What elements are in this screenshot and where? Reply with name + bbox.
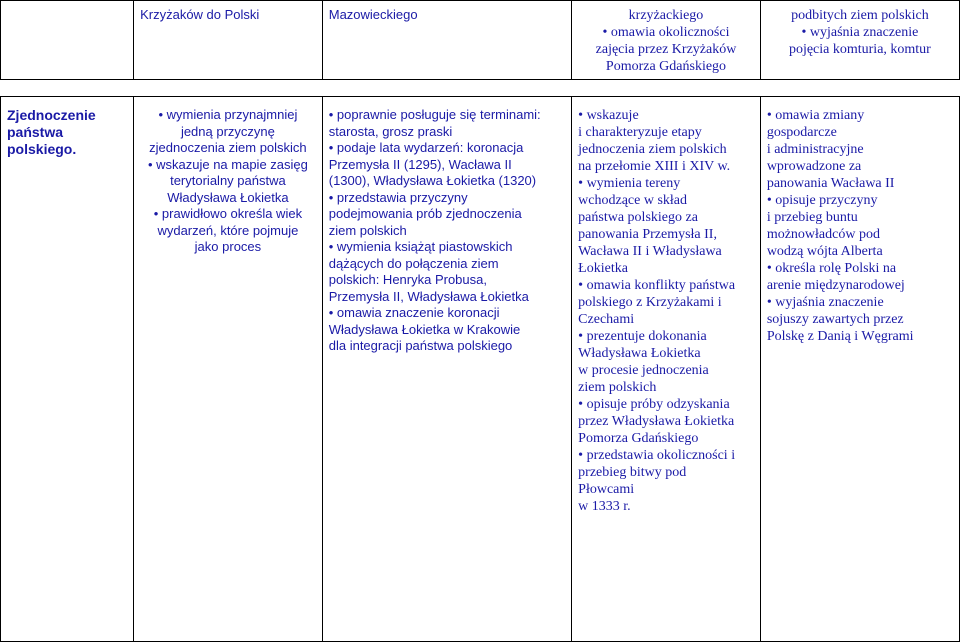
- top-col1-text: Krzyżaków do Polski: [140, 7, 260, 22]
- requirement-line: dla integracji państwa polskiego: [328, 338, 513, 353]
- section-title-line: Zjednoczenie: [7, 107, 96, 123]
- cell-section-title: [1, 97, 134, 642]
- cell-top-section: [1, 1, 134, 80]
- requirement-line: • wskazuje na mapie zasięg: [147, 156, 308, 172]
- requirement-line: Pomorza Gdańskiego: [578, 431, 699, 446]
- requirement-line: Polskę z Danią i Węgrami: [766, 329, 914, 344]
- top-col3-line: • omawia okoliczności: [602, 25, 730, 40]
- requirement-line: jedną przyczynę: [180, 123, 275, 139]
- requirement-line: starosta, grosz praski: [328, 123, 453, 139]
- requirement-line: ziem polskich: [328, 222, 407, 238]
- requirement-line: Łokietka: [578, 261, 628, 276]
- top-col2-text: Mazowieckiego: [328, 7, 418, 22]
- cell-top-col3: [572, 1, 761, 80]
- requirement-line: w procesie jednoczenia: [578, 363, 709, 378]
- requirement-line: • wymienia tereny: [578, 176, 681, 191]
- cell-requirements-b: [322, 97, 571, 642]
- cell-top-col2: [322, 1, 571, 80]
- requirement-line: • omawia konflikty państwa: [578, 278, 736, 293]
- cell-requirements-c: [572, 97, 761, 642]
- requirement-line: i przebieg buntu: [766, 210, 858, 225]
- requirement-line: Przemysła II, Władysława Łokietka: [328, 288, 529, 304]
- requirement-line: • wyjaśnia znaczenie: [766, 295, 884, 310]
- requirement-line: gospodarcze: [766, 125, 837, 140]
- cell-top-col1: [134, 1, 323, 80]
- requirement-line: • omawia znaczenie koronacji: [328, 305, 500, 320]
- requirement-line: polskich: Henryka Probusa,: [328, 272, 487, 287]
- requirement-line: • określa rolę Polski na: [766, 261, 897, 276]
- requirement-line: państwa polskiego za: [578, 210, 698, 225]
- requirement-line: arenie międzynarodowej: [766, 278, 905, 293]
- requirement-line: Wacława II i Władysława: [578, 244, 722, 259]
- requirement-line: i administracyjne: [766, 142, 864, 157]
- requirement-line: • przedstawia okoliczności i: [578, 448, 736, 463]
- requirement-line: wydarzeń, które pojmuje: [157, 222, 299, 238]
- requirement-line: • podaje lata wydarzeń: koronacja: [328, 140, 524, 155]
- requirement-line: wchodzące w skład: [578, 193, 688, 208]
- requirement-line: (1300), Władysława Łokietka (1320): [328, 173, 537, 188]
- table-row-top: [1, 1, 960, 80]
- requirement-line: panowania Wacława II: [766, 176, 895, 191]
- requirement-line: dążących do połączenia ziem: [328, 255, 499, 271]
- requirement-line: panowania Przemysła II,: [578, 227, 717, 242]
- requirement-line: przebieg bitwy pod: [578, 465, 687, 480]
- requirement-line: jako proces: [194, 239, 262, 254]
- requirement-line: Płowcami: [578, 482, 635, 497]
- requirement-line: wprowadzone za: [766, 159, 862, 174]
- requirement-line: na przełomie XIII i XIV w.: [578, 159, 731, 174]
- requirement-line: • wymienia przynajmniej: [158, 107, 298, 122]
- requirement-line: możnowładców pod: [766, 227, 880, 242]
- requirement-line: • prezentuje dokonania: [578, 329, 707, 344]
- requirement-line: wodzą wójta Alberta: [766, 244, 883, 259]
- requirement-line: Przemysła II (1295), Wacława II: [328, 156, 512, 172]
- top-col4-line: • wyjaśnia znaczenie: [801, 25, 919, 40]
- requirement-line: Czechami: [578, 312, 635, 327]
- requirement-line: • omawia zmiany: [766, 108, 865, 123]
- requirement-line: terytorialny państwa: [170, 173, 286, 188]
- requirement-line: • przedstawia przyczyny: [328, 189, 468, 205]
- requirement-line: zjednoczenia ziem polskich: [149, 140, 307, 155]
- requirement-line: • wymienia książąt piastowskich: [328, 239, 513, 254]
- top-col3-line: zajęcia przez Krzyżaków: [595, 42, 737, 57]
- cell-top-col4: [760, 1, 959, 80]
- gap-cell: [1, 80, 960, 97]
- top-col4-line: pojęcia komturia, komtur: [788, 42, 931, 57]
- requirement-line: • opisuje próby odzyskania: [578, 397, 730, 412]
- requirement-line: jednoczenia ziem polskich: [578, 142, 727, 157]
- requirement-line: Władysława Łokietka: [578, 346, 701, 361]
- section-title-line: polskiego.: [7, 141, 77, 157]
- requirement-line: sojuszy zawartych przez: [766, 312, 904, 327]
- requirement-line: Władysława Łokietka: [167, 189, 289, 205]
- requirement-line: przez Władysława Łokietka: [578, 414, 735, 429]
- requirement-line: • wskazuje: [578, 108, 639, 123]
- requirement-line: • poprawnie posługuje się terminami:: [328, 107, 541, 122]
- top-col3-line: krzyżackiego: [628, 8, 704, 23]
- top-col4-line: podbitych ziem polskich: [791, 8, 929, 23]
- cell-requirements-a: [134, 97, 323, 642]
- requirement-line: • prawidłowo określa wiek: [153, 206, 303, 221]
- top-col3-line: Pomorza Gdańskiego: [605, 59, 727, 74]
- table-row-main: [1, 97, 960, 642]
- requirement-line: w 1333 r.: [578, 499, 631, 514]
- requirement-line: Władysława Łokietka w Krakowie: [328, 321, 521, 337]
- requirement-line: • opisuje przyczyny: [766, 193, 878, 208]
- section-title-line: państwa: [7, 124, 64, 140]
- requirement-line: podejmowania prób zjednoczenia: [328, 206, 522, 221]
- requirement-line: i charakteryzuje etapy: [578, 125, 702, 140]
- requirement-line: ziem polskich: [578, 380, 657, 395]
- table-gap-row: [1, 80, 960, 97]
- cell-requirements-d: [760, 97, 959, 642]
- requirement-line: polskiego z Krzyżakami i: [578, 295, 722, 310]
